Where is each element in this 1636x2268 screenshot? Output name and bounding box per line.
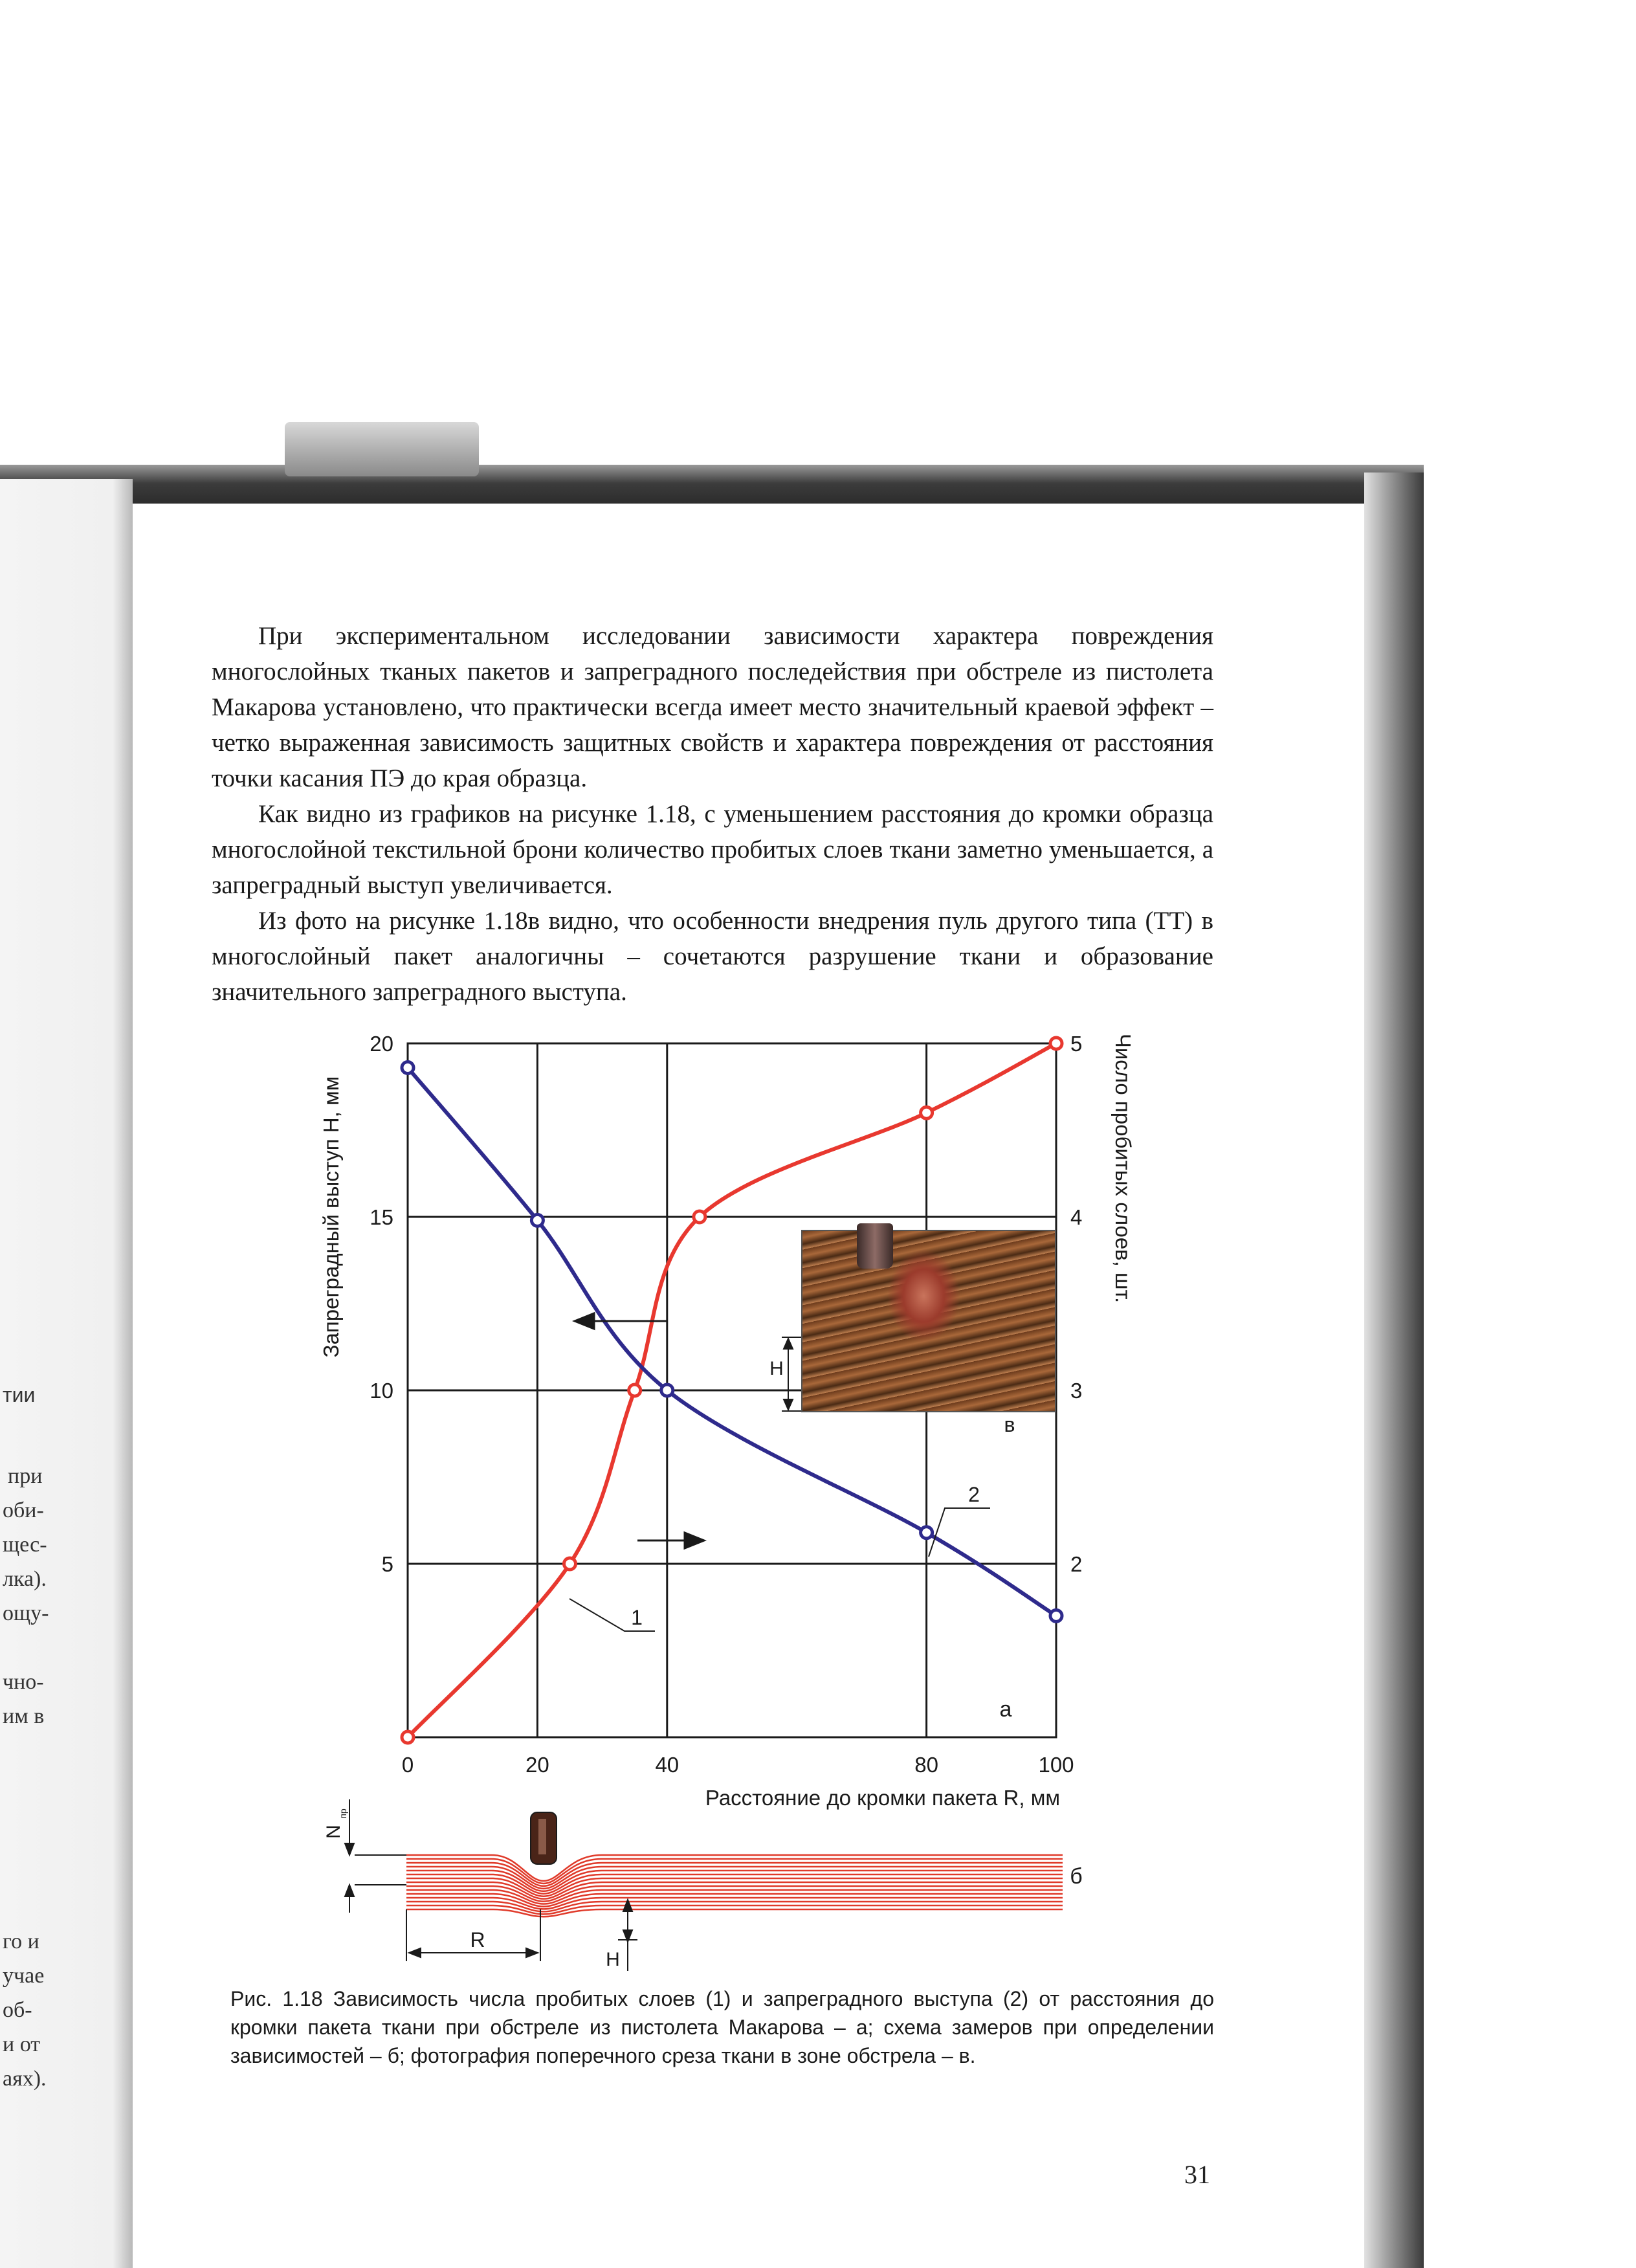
x-tick-label: 20 [525, 1753, 549, 1777]
left-page-fragment: чно- [3, 1670, 44, 1694]
bullet-icon [531, 1812, 557, 1864]
page-number: 31 [1184, 2160, 1210, 2189]
x-axis-title: Расстояние до кромки пакета R, мм [705, 1786, 1061, 1810]
inset-height-label: Н [769, 1358, 784, 1379]
fabric-layer-line [406, 1909, 1063, 1917]
x-tick-label: 0 [401, 1753, 414, 1777]
y-right-tick-label: 2 [1070, 1552, 1083, 1576]
left-page-fragment: учае [3, 1964, 45, 1988]
left-page-fragment: го и [3, 1929, 39, 1953]
schematic-label-n: N [323, 1825, 344, 1839]
data-point-series-1 [402, 1731, 414, 1743]
y-right-tick-label: 3 [1070, 1379, 1083, 1403]
data-point-series-2 [661, 1384, 673, 1396]
schematic-label-np: пр [338, 1808, 348, 1819]
left-page-fragment: и от [3, 2032, 41, 2056]
y-left-tick-label: 15 [370, 1205, 393, 1229]
inset-photo-fabric-cross-section [801, 1230, 1056, 1412]
paragraph-2: Как видно из графиков на рисунке 1.18, с уменьшением расстояния до кромки образца многослойной текстильной брони количество пробитых слоев ткани заметно уменьшается, а запреградный выступ увеличивается. [212, 800, 1213, 899]
data-point-series-1 [694, 1211, 705, 1223]
left-page-fragment: оби- [3, 1498, 44, 1522]
y-left-tick-label: 10 [370, 1379, 393, 1403]
left-page-fragment: тии [3, 1383, 36, 1406]
data-point-series-2 [402, 1062, 414, 1074]
y-right-tick-label: 4 [1070, 1205, 1083, 1229]
schematic-label-h: Н [606, 1949, 620, 1970]
data-point-series-1 [629, 1384, 641, 1396]
y-axis-left-title: Запреградный выступ Н, мм [319, 1076, 343, 1358]
left-page-fragment: аях). [3, 2067, 47, 2091]
y-left-tick-label: 20 [370, 1032, 393, 1056]
x-tick-label: 80 [914, 1753, 938, 1777]
inset-height-marker [782, 1337, 801, 1411]
paragraph-3: Из фото на рисунке 1.18в видно, что особенности внедрения пуль другого типа (ТТ) в многослойный пакет аналогичны – сочетаются разрушение ткани и образование значительного запреградного выступа. [212, 907, 1213, 1006]
left-page-fragment: об- [3, 1998, 32, 2022]
figure-caption: Рис. 1.18 Зависимость числа пробитых слоев (1) и запреградного выступа (2) от расстояния до кромки пакета ткани при обстреле из пистолета Макарова – а; схема замеров при определении зависимостей – б; фотография поперечного среза ткани в зоне обстрела – в. [230, 1987, 1214, 2067]
data-point-series-2 [921, 1527, 933, 1539]
left-page-fragment: щес- [3, 1533, 47, 1557]
schematic-panel-label: б [1070, 1864, 1083, 1889]
inset-photo-label: в [1004, 1413, 1015, 1436]
schematic-label-r: R [470, 1928, 485, 1951]
data-point-series-1 [1050, 1038, 1062, 1049]
curve-label-1 [569, 1599, 655, 1631]
fabric-layer-line [406, 1894, 1063, 1906]
curve-label-1-text: 1 [631, 1606, 643, 1629]
schematic-b [323, 1799, 1083, 1971]
x-tick-label: 100 [1038, 1753, 1074, 1777]
schematic-dimension-lines [345, 1799, 637, 1971]
y-left-tick-label: 5 [381, 1552, 393, 1576]
data-point-series-1 [921, 1107, 933, 1118]
left-page-fragment: лка). [3, 1567, 47, 1591]
data-point-series-2 [1050, 1610, 1062, 1621]
fabric-layers [406, 1855, 1063, 1917]
y-right-tick-label: 5 [1070, 1032, 1083, 1056]
x-tick-label: 40 [655, 1753, 680, 1777]
fabric-layer-line [406, 1898, 1063, 1909]
left-page-fragment: им в [3, 1704, 45, 1728]
y-axis-right-title: Число пробитых слоев, шт. [1111, 1033, 1135, 1304]
data-point-series-2 [531, 1214, 543, 1226]
curve-label-2 [929, 1483, 990, 1557]
left-page-fragment: ощу- [3, 1601, 49, 1625]
arrow-right-axis [637, 1533, 704, 1548]
data-point-series-1 [564, 1558, 576, 1570]
panel-label-a: а [999, 1697, 1012, 1722]
curve-label-2-text: 2 [968, 1483, 980, 1506]
left-page-fragment: при [8, 1464, 43, 1488]
paragraph-1: При экспериментальном исследовании зависимости характера повреждения многослойных тканых пакетов и запреградного последействия при обстреле из пистолета Макарова установлено, что практически всегда имеет место значительный краевой эффект – четко выраженная зависимость защитных свойств и характера повреждения от расстояния точки касания ПЭ до края образца. [212, 622, 1213, 792]
bullet-in-fabric-icon [857, 1223, 893, 1269]
